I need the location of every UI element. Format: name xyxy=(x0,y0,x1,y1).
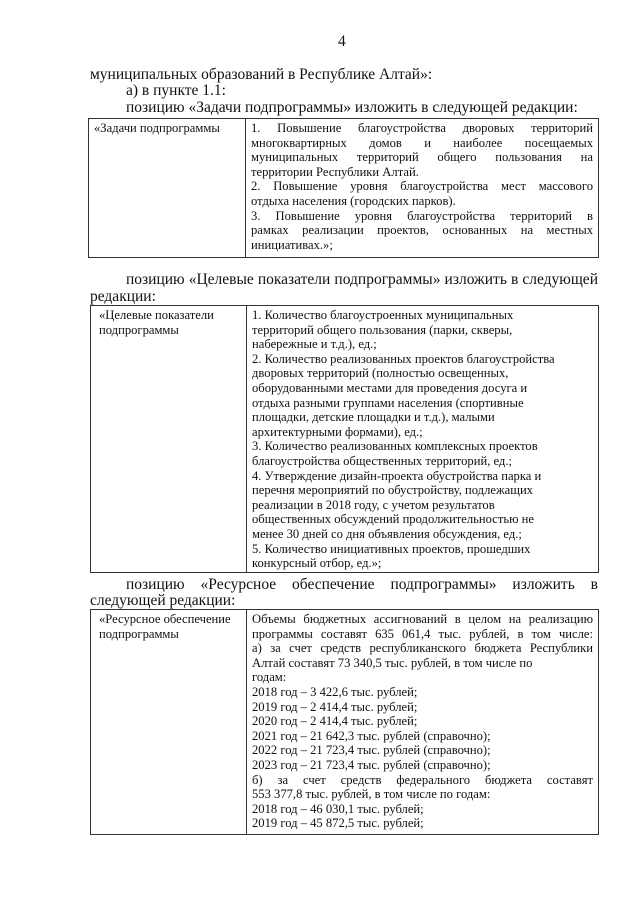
content-line: перечня мероприятий по обустройству, подлежащих xyxy=(252,483,533,498)
row-label: «Задачи подпрограммы xyxy=(94,121,220,135)
content-line: территории Республики Алтай. xyxy=(251,164,419,179)
content-line: 4. Утверждение дизайн-проекта обустройства парка и xyxy=(252,468,542,483)
content-line: 3. Повышение уровня благоустройства территорий в xyxy=(251,208,593,223)
intro-instruction: позицию «Задачи подпрограммы» изложить в следующей редакции: xyxy=(126,99,578,116)
tasks-label-cell xyxy=(89,119,246,258)
content-line: конкурсный отбор, ед.»; xyxy=(252,556,382,571)
content-line: оборудованными местами для проведения досуга и xyxy=(252,380,528,395)
content-line: Объемы бюджетных ассигнований в целом на реализацию xyxy=(252,612,593,626)
content-line: отдыха разными группами населения (спортивные xyxy=(252,395,524,410)
content-line: 1. Количество благоустроенных муниципальных xyxy=(252,308,514,322)
resources-label-cell xyxy=(91,610,247,835)
content-line: 553 377,8 тыс. рублей, в том числе по годам: xyxy=(252,787,491,802)
content-line: 2022 год – 21 723,4 тыс. рублей (справочно); xyxy=(252,743,491,758)
tasks-content-cell xyxy=(246,119,599,258)
content-line: 2018 год – 3 422,6 тыс. рублей; xyxy=(252,684,418,699)
content-line: Алтай составят 73 340,5 тыс. рублей, в том числе по xyxy=(252,655,533,670)
row-label: «Ресурсное обеспечение xyxy=(99,612,231,626)
resources-table xyxy=(90,609,599,835)
content-line: 5. Количество инициативных проектов, прошедших xyxy=(252,541,531,556)
content-line: а) за счет средств республиканского бюджета Республики xyxy=(252,641,593,656)
content-line: 1. Повышение благоустройства дворовых территорий xyxy=(251,121,593,135)
content-line: программы составят 635 061,4 тыс. рублей, в том числе: xyxy=(252,626,593,641)
row-label: «Целевые показатели xyxy=(99,308,214,322)
content-line: 2019 год – 2 414,4 тыс. рублей; xyxy=(252,699,418,714)
content-line: набережные и т.д.), ед.; xyxy=(252,337,377,352)
content-line: отдыха населения (городских парков). xyxy=(251,193,456,208)
content-line: 2021 год – 21 642,3 тыс. рублей (справочно); xyxy=(252,728,491,743)
intro-subpoint: а) в пункте 1.1: xyxy=(126,82,226,99)
section2-instruction-cont: редакции: xyxy=(90,288,156,305)
content-line: 2. Повышение уровня благоустройства мест массового xyxy=(251,179,593,194)
content-line: 2020 год – 2 414,4 тыс. рублей; xyxy=(252,714,418,729)
indicators-content-cell xyxy=(247,306,599,573)
content-line: дворовых территорий (полностью освещенных, xyxy=(252,366,509,381)
row-label: подпрограммы xyxy=(99,626,179,641)
content-line: территорий общего пользования (парки, скверы, xyxy=(252,322,513,337)
content-line: реализации в 2018 году, с учетом результатов xyxy=(252,497,495,512)
content-line: б) за счет средств федерального бюджета составят xyxy=(252,772,593,787)
content-line: 3. Количество реализованных комплексных проектов xyxy=(252,439,538,454)
indicators-table xyxy=(90,305,599,573)
indicators-label-cell xyxy=(91,306,247,573)
content-line: общественных обсуждений продолжительностью не xyxy=(252,512,535,527)
content-line: инициативах.»; xyxy=(251,237,333,252)
content-line: площадки, детские площадки и т.д.), малыми xyxy=(252,410,495,425)
content-line: 2019 год – 45 872,5 тыс. рублей; xyxy=(252,816,424,831)
content-line: 2023 год – 21 723,4 тыс. рублей (справочно); xyxy=(252,757,491,772)
page-number: 4 xyxy=(338,33,346,50)
content-line: 2018 год – 46 030,1 тыс. рублей; xyxy=(252,801,424,816)
tasks-table xyxy=(88,118,599,258)
content-line: муниципальных территорий общего пользования на xyxy=(251,150,593,165)
content-line: благоустройства общественных территорий, ед.; xyxy=(252,453,512,468)
section3-instruction: позицию «Ресурсное обеспечение подпрограммы» изложить в xyxy=(126,576,598,593)
content-line: 2. Количество реализованных проектов благоустройства xyxy=(252,351,555,366)
content-line: рамках реализации проектов, основанных на местных xyxy=(251,223,593,238)
section2-instruction: позицию «Целевые показатели подпрограммы» изложить в следующей xyxy=(126,271,598,288)
section3-instruction-cont: следующей редакции: xyxy=(90,592,236,609)
content-line: менее 30 дней со дня объявления обсуждения, ед.; xyxy=(252,526,522,541)
row-label: подпрограммы xyxy=(99,322,179,337)
content-line: многоквартирных домов и наиболее посещаемых xyxy=(251,135,593,150)
intro-line: муниципальных образований в Республике Алтай»: xyxy=(90,66,433,83)
resources-content-cell xyxy=(247,610,599,835)
content-line: архитектурными формами), ед.; xyxy=(252,424,423,439)
content-line: годам: xyxy=(252,670,287,685)
